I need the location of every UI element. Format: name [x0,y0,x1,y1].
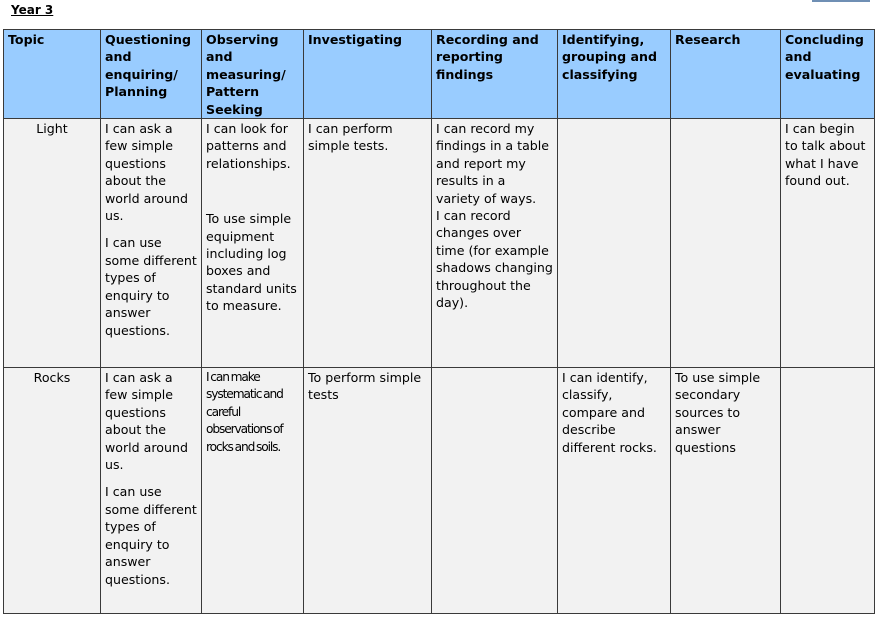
corner-decoration [812,0,870,2]
recording-cell [432,368,558,614]
concluding-cell: I can begin to talk about what I have found out. [781,119,875,368]
recording-cell [432,119,558,368]
header-recording: Recording and reporting findings [432,30,558,119]
identifying-cell: I can identify, classify, compare and describe different rocks. [558,368,671,614]
header-observing: Observing and measuring/ Pattern Seeking [202,30,304,119]
topic-cell: Rocks [4,368,101,614]
header-research: Research [671,30,781,119]
concluding-cell [781,368,875,614]
investigating-cell: To perform simple tests [304,368,432,614]
topic-cell: Light [4,119,101,368]
table-row [4,368,875,614]
header-topic: Topic [4,30,101,119]
cell-paragraph: I can ask a few simple questions about the world around us. [105,121,188,224]
research-cell [671,119,781,368]
header-identifying: Identifying, grouping and classifying [558,30,671,119]
header-questioning: Questioning and enquiring/ Planning [101,30,202,119]
research-cell: To use simple secondary sources to answer questions [671,368,781,614]
header-row [4,30,875,119]
identifying-cell [558,119,671,368]
table-row [4,119,875,368]
cell-paragraph: I can record changes over time (for example shadows changing throughout the day). [436,208,553,311]
questioning-cell [101,119,202,368]
observing-cell [202,119,304,368]
header-investigating: Investigating [304,30,432,119]
cell-paragraph: I can use some different types of enquiry to answer questions. [105,484,197,587]
cell-paragraph: I can record my findings in a table and report my results in a variety of ways. [436,121,550,206]
cell-paragraph: To use simple equipment including log boxes and standard units to measure. [206,211,297,314]
questioning-cell [101,368,202,614]
skills-table [3,29,875,614]
header-concluding: Concluding and evaluating [781,30,875,119]
page-title: Year 3 [11,3,54,17]
observing-cell [202,368,304,614]
cell-paragraph: I can use some different types of enquiry to answer questions. [105,235,197,338]
cell-paragraph: I can look for patterns and relationships. [206,121,291,171]
cell-paragraph: I can ask a few simple questions about the world around us. [105,370,188,473]
cell-paragraph: I can make systematic and careful observations of rocks and soils. [206,370,283,454]
investigating-cell: I can perform simple tests. [304,119,432,368]
